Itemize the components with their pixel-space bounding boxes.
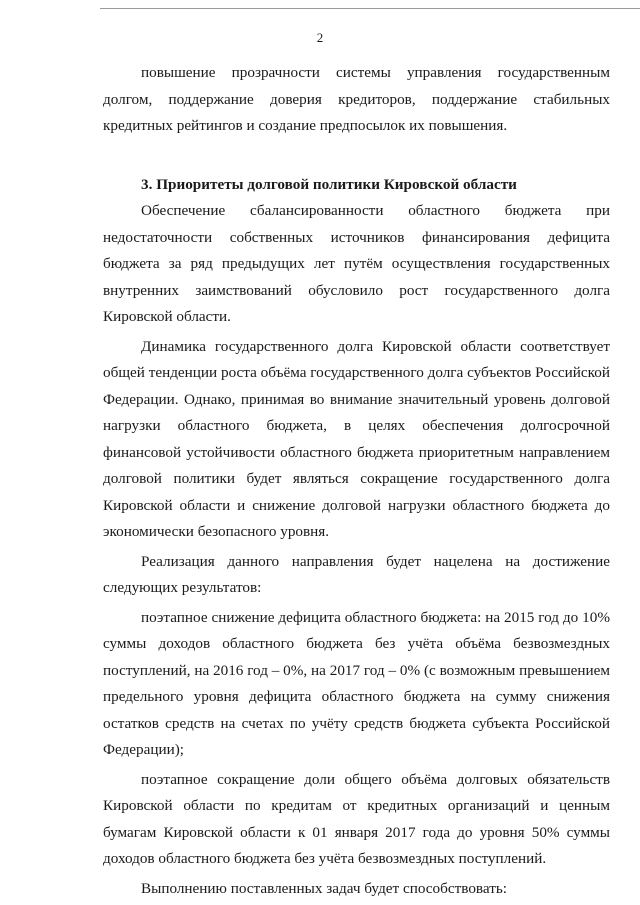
paragraph-deficit-reduction: поэтапное снижение дефицита областного бюджета: на 2015 год до 10% суммы доходов областного бюджета без учёта объёма безвозмездных поступлений, на 2016 год – 0%, на 2017 год – 0% (с возможным превышением предельного уровня дефицита областного бюджета на сумму снижения остатков средств на счетах по учёту средств бюджета субъекта Российской Федерации); bbox=[103, 608, 610, 758]
paragraph-tasks: Выполнению поставленных задач будет способствовать: bbox=[141, 879, 508, 897]
paragraph-results-intro: Реализация данного направления будет нацелена на достижение следующих результатов: bbox=[103, 552, 610, 596]
paragraph-balance: Обеспечение сбалансированности областного бюджета при недостаточности собственных источников финансирования дефицита бюджета за ряд предыдущих лет путём осуществления государственных внутренних заимствований обусловило рост государственного долга Кировской области. bbox=[103, 202, 610, 325]
section-heading: 3. Приоритеты долговой политики Кировской области bbox=[141, 175, 517, 193]
paragraph-debt-dynamics: Динамика государственного долга Кировской области соответствует общей тенденции роста объёма государственного долга субъектов Российской Федерации. Однако, принимая во внимание значительный уровень долговой нагрузки областного бюджета, в целях обеспечения долгосрочной финансовой устойчивости областного бюджета приоритетным направлением долговой политики будет являться сокращение государственного долга Кировской области и снижение долговой нагрузки областного бюджета до экономически безопасного уровня. bbox=[103, 337, 610, 540]
paragraph-debt-share-reduction: поэтапное сокращение доли общего объёма долговых обязательств Кировской области по кредитам от кредитных организаций и ценным бумагам Кировской области к 01 января 2017 года до уровня 50% суммы доходов областного бюджета без учёта безвозмездных поступлений. bbox=[103, 770, 610, 867]
scan-top-border bbox=[100, 8, 640, 9]
page-number: 2 bbox=[316, 30, 324, 45]
page-body bbox=[103, 60, 610, 902]
intro-continuation-paragraph: повышение прозрачности системы управления государственным долгом, поддержание доверия кредиторов, поддержание стабильных кредитных рейтингов и создание предпосылок их повышения. bbox=[103, 64, 610, 134]
